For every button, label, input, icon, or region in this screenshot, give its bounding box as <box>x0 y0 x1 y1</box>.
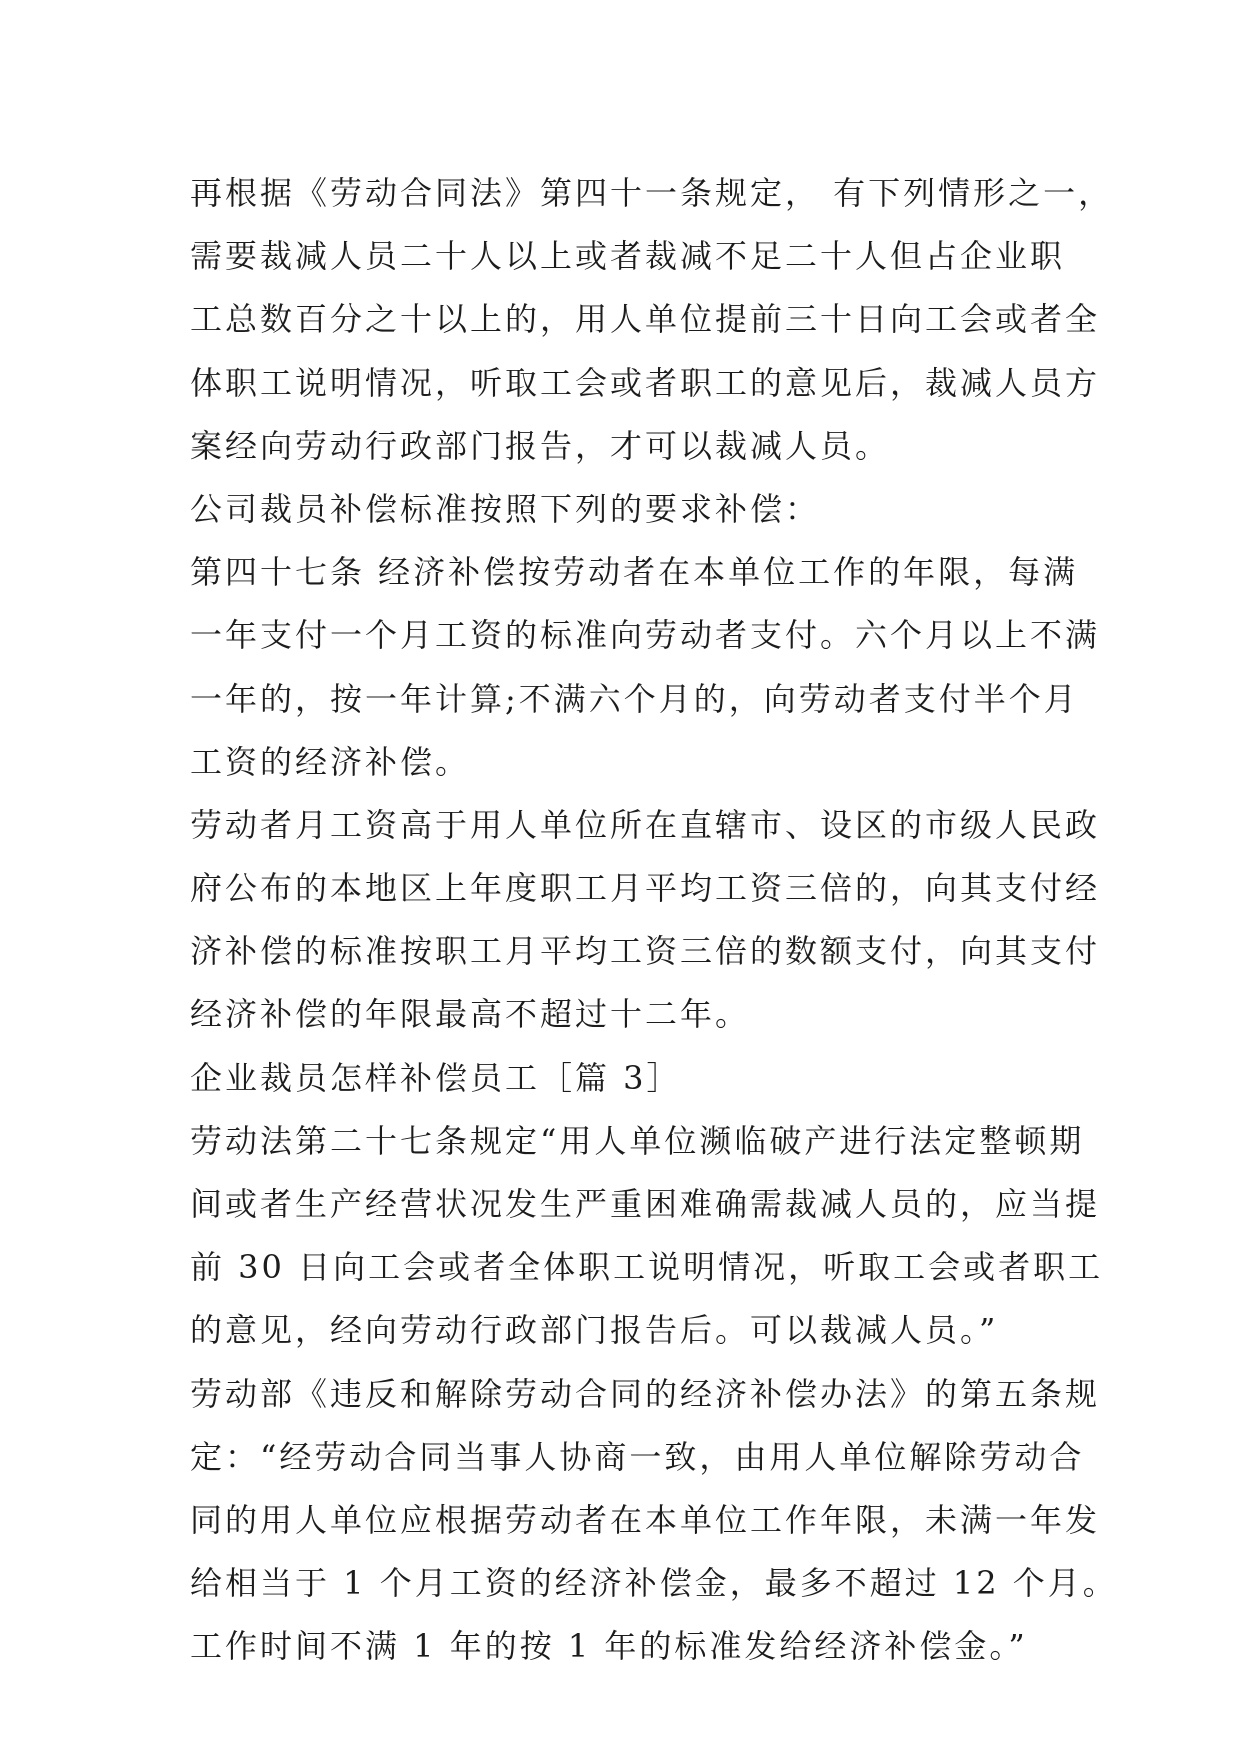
text-line: 间或者生产经营状况发生严重困难确需裁减人员的，应当提 <box>190 1185 1101 1223</box>
text-line: 给相当于 1 个月工资的经济补偿金，最多不超过 12 个月。 <box>190 1564 1118 1603</box>
text-line: 一年的，按一年计算;不满六个月的，向劳动者支付半个月 <box>190 679 1079 718</box>
text-line: 同的用人单位应根据劳动者在本单位工作年限，未满一年发 <box>190 1500 1101 1539</box>
text-line: 经济补偿的年限最高不超过十二年。 <box>190 995 751 1034</box>
text-line: 第四十七条 经济补偿按劳动者在本单位工作的年限，每满 <box>190 553 1079 592</box>
text-line: 体职工说明情况，听取工会或者职工的意见后，裁减人员方 <box>190 363 1101 402</box>
text-line: 工总数百分之十以上的，用人单位提前三十日向工会或者全 <box>190 300 1101 339</box>
text-line: 府公布的本地区上年度职工月平均工资三倍的，向其支付经 <box>190 869 1101 908</box>
text-line: 工作时间不满 1 年的按 1 年的标准发给经济补偿金。” <box>190 1627 1028 1666</box>
text-line: 需要裁减人员二十人以上或者裁减不足二十人但占企业职 <box>190 237 1066 276</box>
text-line: 再根据《劳动合同法》第四十一条规定， 有下列情形之一， <box>190 174 1114 212</box>
text-line: 公司裁员补偿标准按照下列的要求补偿： <box>190 489 821 528</box>
document-body <box>190 162 1118 1679</box>
text-line: 定：“经劳动合同当事人协商一致，由用人单位解除劳动合 <box>190 1437 1085 1476</box>
text-line: 劳动法第二十七条规定“用人单位濒临破产进行法定整顿期 <box>190 1121 1085 1160</box>
text-line: 济补偿的标准按职工月平均工资三倍的数额支付，向其支付 <box>190 932 1101 971</box>
text-line: 工资的经济补偿。 <box>190 742 471 781</box>
text-line: 一年支付一个月工资的标准向劳动者支付。六个月以上不满 <box>190 616 1101 655</box>
section-heading: 企业裁员怎样补偿员工［篇 3］ <box>190 1058 682 1097</box>
text-line: 前 30 日向工会或者全体职工说明情况，听取工会或者职工 <box>190 1248 1104 1287</box>
text-line: 案经向劳动行政部门报告，才可以裁减人员。 <box>190 426 891 465</box>
text-line: 劳动者月工资高于用人单位所在直辖市、设区的市级人民政 <box>190 805 1101 844</box>
text-line: 劳动部《违反和解除劳动合同的经济补偿办法》的第五条规 <box>190 1374 1101 1413</box>
text-line: 的意见，经向劳动行政部门报告后。可以裁减人员。” <box>190 1311 999 1350</box>
